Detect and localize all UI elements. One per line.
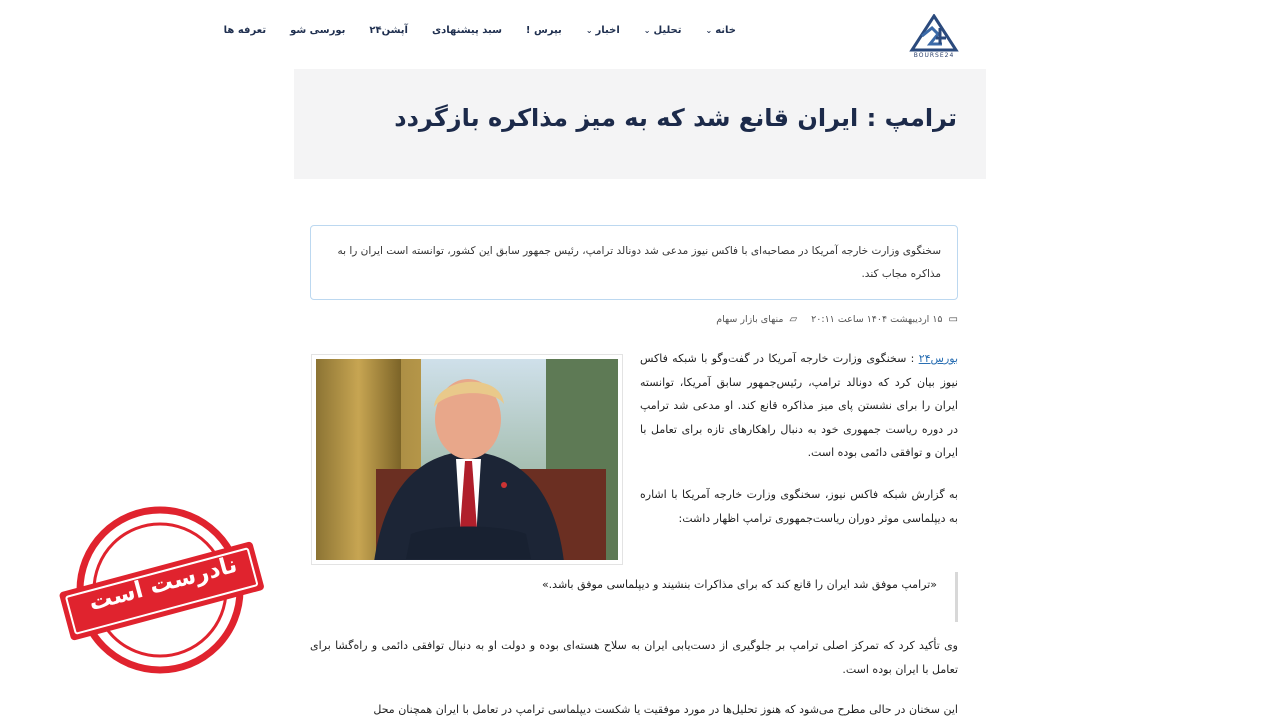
nav-item-boursi-sho[interactable] (290, 25, 345, 36)
article-photo (316, 359, 618, 560)
calendar-icon: ▭ (948, 314, 958, 325)
nav-label: خانه (715, 25, 736, 36)
article-paragraph-2: به گزارش شبکه فاکس نیوز، سخنگوی وزارت خارجه آمریکا با اشاره به دیپلماسی موثر دوران ریاست‌جمهوری ترامپ اظهار داشت: (640, 488, 958, 525)
nav-label: اخبار (595, 25, 620, 36)
nav-label: آپشن۲۴ (369, 25, 408, 36)
nav-label: سبد پیشنهادی (431, 25, 502, 36)
nav-item-tariffs[interactable] (224, 25, 266, 36)
article-date: ۱۵ اردیبهشت ۱۴۰۴ ساعت ۲۰:۱۱ (811, 314, 943, 325)
folder-icon: ▱ (789, 314, 798, 325)
article-category[interactable]: منهای بازار سهام (716, 314, 784, 325)
article-summary: سخنگوی وزارت خارجه آمریکا در مصاحبه‌ای با فاکس نیوز مدعی شد دونالد ترامپ، رئیس جمهور سابق این کشور، توانسته است ایران را به مذاکره مجاب کند. (337, 245, 941, 280)
source-link[interactable]: بورس۲۴ (918, 352, 958, 365)
logo-text: BOURSE24 (913, 52, 955, 59)
nav-label: بورسی شو (290, 25, 346, 36)
nav-item-news[interactable] (586, 25, 620, 36)
chevron-down-icon: ⌄ (705, 26, 713, 35)
article-quote (318, 572, 958, 622)
article-image (311, 354, 623, 565)
article-meta (716, 314, 958, 325)
paragraph-text: : سخنگوی وزارت خارجه آمریکا در گفت‌وگو با شبکه فاکس نیوز بیان کرد که دونالد ترامپ، رئیس‌جمهور سابق آمریکا، توانسته ایران را برای نشستن پای میز مذاکره قانع کند. او مدعی شد ترامپ در دوره ریاست جمهوری خود به دنبال راهکارهای تازه برای تعامل با ایران و توافقی دائمی بوده است. (640, 352, 958, 459)
nav-item-analysis[interactable] (644, 25, 682, 36)
quote-text: «ترامپ موفق شد ایران را قانع کند که برای مذاکرات بنشیند و دیپلماسی موفق باشد.» (541, 578, 937, 591)
article-paragraph-3: وی تأکید کرد که تمرکز اصلی ترامپ بر جلوگیری از دست‌یابی ایران به سلاح هسته‌ای بوده و دولت او به دنبال توافقی دائمی و راه‌گشا برای تعامل با ایران بوده است. (310, 639, 958, 676)
article-paragraph-1 (640, 347, 958, 465)
nav-label: تحلیل (653, 25, 682, 36)
false-claim-stamp (58, 496, 268, 686)
main-nav (224, 25, 736, 36)
article-summary-box (310, 225, 958, 300)
nav-label: بپرس ! (525, 25, 562, 36)
site-logo[interactable] (908, 14, 960, 60)
nav-item-option24[interactable] (369, 25, 408, 36)
chevron-down-icon: ⌄ (643, 26, 651, 35)
stamp-text: نادرست است (86, 551, 240, 617)
nav-item-ask[interactable] (526, 25, 562, 36)
nav-item-basket[interactable] (432, 25, 502, 36)
chevron-down-icon: ⌄ (585, 26, 593, 35)
title-banner (294, 69, 986, 179)
nav-item-home[interactable] (706, 25, 736, 36)
photo-illustration (316, 359, 618, 560)
article-title: ترامپ : ایران قانع شد که به میز مذاکره بازگردد (394, 104, 957, 132)
nav-label: تعرفه ها (223, 25, 267, 36)
article-paragraph-4: این سخنان در حالی مطرح می‌شود که هنوز تحلیل‌ها در مورد موفقیت یا شکست دیپلماسی ترامپ در تعامل با ایران همچنان محل (373, 703, 958, 716)
logo-icon (908, 14, 960, 54)
site-header (0, 0, 1280, 68)
